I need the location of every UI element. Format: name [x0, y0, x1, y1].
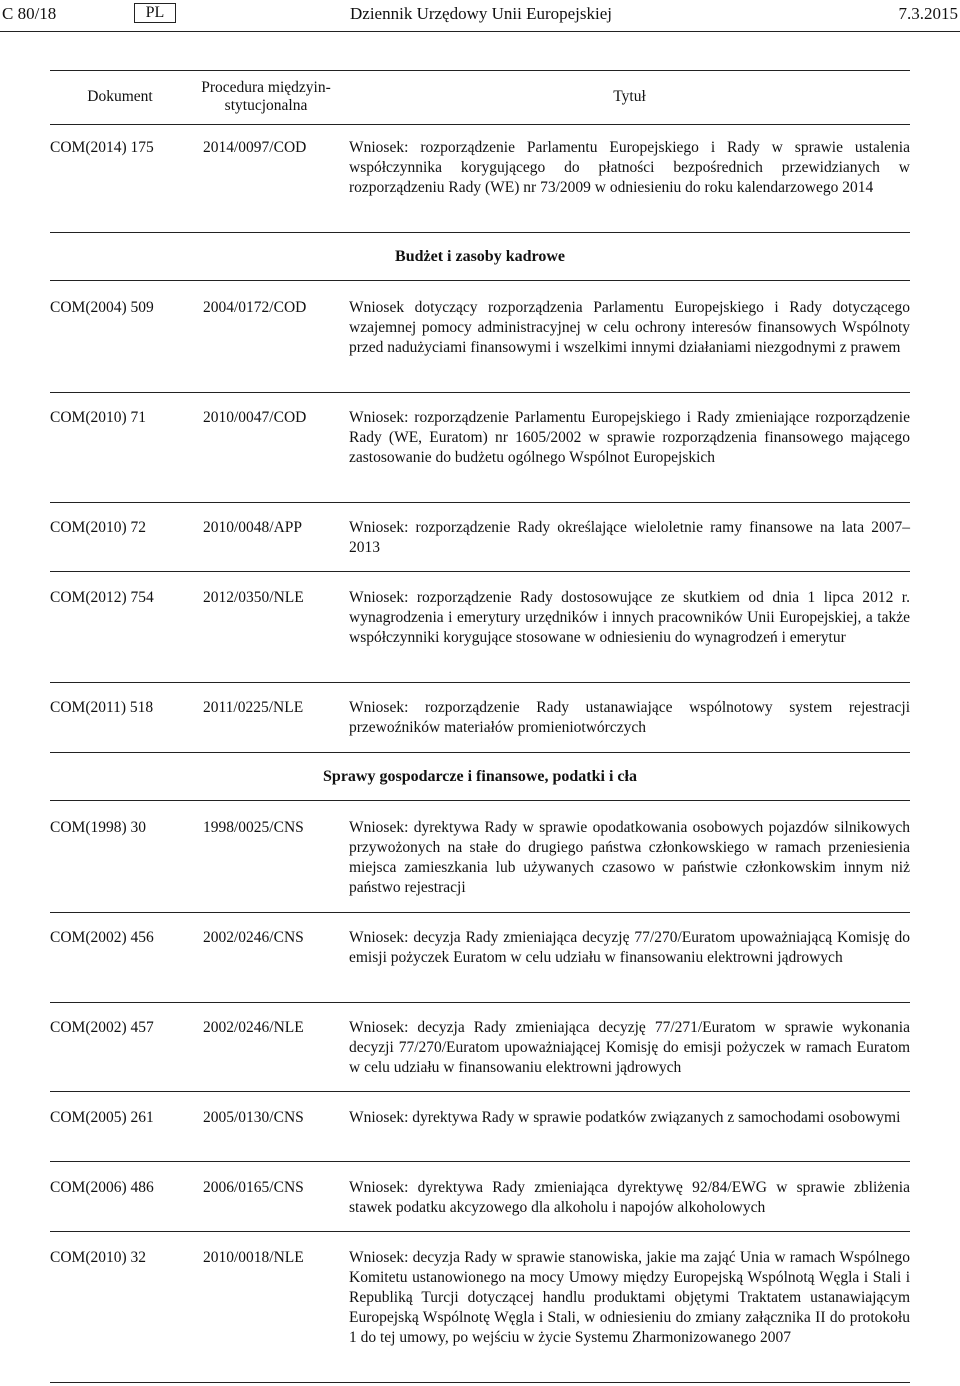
title-cell: Wniosek: rozporządzenie Rady określające wieloletnie ramy finansowe na lata 2007–2013 — [349, 519, 910, 556]
procedure-cell: 2006/0165/CNS — [203, 1179, 304, 1196]
row-divider — [50, 912, 910, 913]
page-header — [0, 4, 960, 26]
document-cell: COM(2002) 456 — [50, 929, 154, 946]
procedure-cell: 2005/0130/CNS — [203, 1109, 304, 1126]
procedure-cell: 2004/0172/COD — [203, 299, 307, 316]
procedure-cell: 2010/0018/NLE — [203, 1249, 304, 1266]
title-cell: Wniosek: decyzja Rady w sprawie stanowiska, jakie ma zająć Unia w ramach Wspólnego Komitetu ustanowionego na mocy Umowy między Europejską Wspólnotą Węgla i Stali i Republiką Turcji dotyczącej handlu produktami objętymi Traktatem ustanawiającym Europejską Wspólnotę Węgla i Stali, w odniesieniu do zmiany załącznika II do protokołu 1 do tej umowy, po wejściu w życie Systemu Zharmonizowanego 2007 — [349, 1249, 910, 1346]
language-badge: PL — [134, 3, 176, 23]
row-divider — [50, 502, 910, 503]
table-header-rule — [50, 124, 910, 125]
section-rule — [50, 800, 910, 801]
title-cell: Wniosek: dyrektywa Rady zmieniająca dyrektywę 92/84/EWG w sprawie zbliżenia stawek podatku akcyzowego dla alkoholu i napojów alkoholowych — [349, 1179, 910, 1216]
row-divider — [50, 1382, 910, 1383]
section-heading-budget: Budżet i zasoby kadrowe — [395, 248, 565, 265]
title-cell: Wniosek dotyczący rozporządzenia Parlamentu Europejskiego i Rady dotyczącego wzajemnej pomocy administracyjnej w celu ochrony interesów finansowych Wspólnoty przed nadużyciami finansowymi i wszelkimi innymi działaniami niezgodnymi z prawem — [349, 299, 910, 356]
issue-date: 7.3.2015 — [898, 4, 958, 23]
document-cell: COM(1998) 30 — [50, 819, 147, 836]
row-divider — [50, 682, 910, 683]
procedure-cell: 2010/0048/APP — [203, 519, 303, 536]
title-cell: Wniosek: decyzja Rady zmieniająca decyzję 77/271/Euratom w sprawie wykonania decyzji 77/270/Euratom upoważniającej Komisję do emisji pożyczek w ramach Euratom w celu udziału w finansowaniu elektrowni jądrowych — [349, 1019, 910, 1076]
title-cell: Wniosek: rozporządzenie Rady ustanawiające wspólnotowy system rejestracji przewoźników materiałów promieniotwórczych — [349, 699, 910, 736]
column-header-document: Dokument — [87, 88, 153, 105]
column-header-title: Tytuł — [613, 88, 646, 105]
title-cell: Wniosek: rozporządzenie Parlamentu Europejskiego i Rady w sprawie ustalenia współczynnika korygującego do płatności bezpośrednich przewidzianych w rozporządzeniu Rady (WE) nr 73/2009 w odniesieniu do roku kalendarzowego 2014 — [349, 139, 910, 196]
procedure-cell: 2011/0225/NLE — [203, 699, 304, 716]
title-cell: Wniosek: rozporządzenie Parlamentu Europejskiego i Rady zmieniające rozporządzenie Rady (WE, Euratom) nr 1605/2002 w sprawie rozporządzenia finansowego mającego zastosowanie do budżetu ogólnego Wspólnot Europejskich — [349, 409, 910, 466]
document-cell: COM(2010) 72 — [50, 519, 147, 536]
column-header-procedure: Procedura międzyin- stytucjonalna — [201, 79, 331, 114]
row-divider — [50, 232, 910, 233]
document-cell: COM(2012) 754 — [50, 589, 154, 606]
document-cell: COM(2010) 71 — [50, 409, 147, 426]
row-divider — [50, 1002, 910, 1003]
page-number: C 80/18 — [2, 4, 57, 23]
title-cell: Wniosek: dyrektywa Rady w sprawie podatków związanych z samochodami osobowymi — [349, 1109, 901, 1126]
document-cell: COM(2004) 509 — [50, 299, 154, 316]
row-divider — [50, 1231, 910, 1232]
title-cell: Wniosek: rozporządzenie Rady dostosowujące ze skutkiem od dnia 1 lipca 2012 r. wynagrodzenia i emerytury urzędników i innych pracowników Unii Europejskiej, a także współczynniki korygujące stosowane w odniesieniu do wynagrodzeń i emerytur — [349, 589, 910, 646]
title-cell: Wniosek: decyzja Rady zmieniająca decyzję 77/270/Euratom upoważniającą Komisję do emisji pożyczek Euratom w celu udziału w finansowaniu elektrowni jądrowych — [349, 929, 910, 966]
journal-title: Dziennik Urzędowy Unii Europejskiej — [350, 4, 613, 23]
document-cell: COM(2006) 486 — [50, 1179, 154, 1196]
section-rule — [50, 280, 910, 281]
table-top-rule — [50, 70, 910, 71]
row-divider — [50, 1161, 910, 1162]
row-divider — [50, 1091, 910, 1092]
row-divider — [50, 392, 910, 393]
title-cell: Wniosek: dyrektywa Rady w sprawie opodatkowania osobowych pojazdów silnikowych przywożonych na stałe do drugiego państwa członkowskiego w ramach przeniesienia miejsca zamieszkania lub używanych czasowo w państwie członkowskim innym niż państwo rejestracji — [349, 819, 910, 896]
procedure-cell: 1998/0025/CNS — [203, 819, 304, 836]
procedure-cell: 2012/0350/NLE — [203, 589, 304, 606]
document-cell: COM(2010) 32 — [50, 1249, 147, 1266]
procedure-cell: 2014/0097/COD — [203, 139, 307, 156]
document-cell: COM(2014) 175 — [50, 139, 154, 156]
row-divider — [50, 571, 910, 572]
document-cell: COM(2002) 457 — [50, 1019, 154, 1036]
procedure-cell: 2002/0246/NLE — [203, 1019, 304, 1036]
document-cell: COM(2011) 518 — [50, 699, 154, 716]
header-rule — [0, 31, 960, 32]
document-cell: COM(2005) 261 — [50, 1109, 154, 1126]
row-divider — [50, 752, 910, 753]
procedure-cell: 2010/0047/COD — [203, 409, 307, 426]
section-heading-economic: Sprawy gospodarcze i finansowe, podatki i cła — [323, 768, 637, 785]
procedure-cell: 2002/0246/CNS — [203, 929, 304, 946]
